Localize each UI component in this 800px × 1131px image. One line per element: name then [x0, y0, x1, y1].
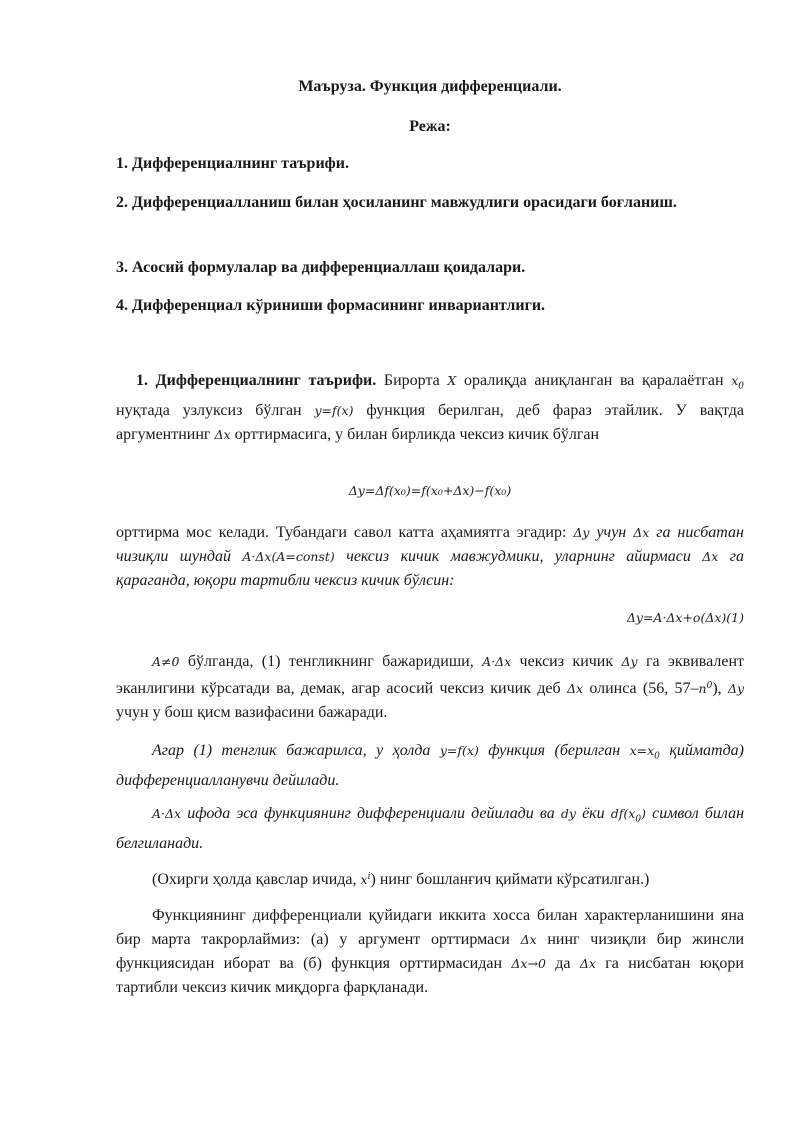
paragraph-properties: Функциянинг дифференциали қуйидаги иккита хосса билан характерланишини яна бир марта такрорлаймиз: (а) у аргумент орттирмаси Δx нинг чизиқли бир жинсли функциясидан иборат ва (б) функция орттирмасидан Δx→0 да Δx га нисбатан юқори тартибли чексиз кичик миқдорга фарқланади. — [116, 907, 745, 996]
text: нуқтада узлуксиз бўлган — [116, 401, 315, 419]
plan-item-4: 4. Дифференциал кўриниши формасининг инвариантлиги. — [116, 297, 546, 314]
plan-item-2: 2. Дифференциалланиш билан ҳосиланинг мавжудлиги орасидаги боғланиш. — [116, 194, 677, 211]
paragraph-equivalence: A≠0 бўлганда, (1) тенгликнинг бажаридиши, A·Δx чексиз кичик Δy га эквивалент эканлигини кўрсатади ва, демак, агар асосий чексиз кичик деб Δx олинса (56, $57-n^0$), Δy учун у бош қисм вазифасини бажаради. — [116, 653, 745, 722]
math-function: y=f(x) — [314, 402, 354, 418]
paragraph-note: (Охирги ҳолда қавслар ичида, $x^i$) нинг бошланғич қиймати кўрсатилган.) — [152, 871, 650, 889]
formula-1: Δy=A·Δx+o(Δx)(1) — [626, 610, 744, 625]
math-x0: $x_0$ — [731, 373, 745, 392]
plan-item-1: 1. Дифференциалнинг таърифи. — [116, 155, 349, 172]
text: оралиқда аниқланган ва қаралаётган — [456, 372, 732, 389]
paragraph-differential-def: A·Δx ифода эса функциянинг дифференциали дейилади ва dy ёки $df(x_0)$ символ билан белгиланади. — [116, 805, 745, 852]
paragraph-definition — [116, 369, 744, 447]
text: Бирорта — [376, 372, 448, 389]
document-title: Маъруза. Функция дифференциали. — [298, 78, 562, 95]
text: орттирма мос келади. Тубандаги савол катта аҳамиятга эгадир: — [116, 524, 574, 541]
text: функция берилган, деб фараз этайлик. У вақтда аргументнинг — [116, 401, 744, 443]
math-delta-x: Δx — [214, 426, 231, 442]
text: орттирмасига, у билан бирликда чексиз кичик бўлган — [230, 425, 600, 443]
formula-increment: Δy=Δf(x₀)=f(x₀+Δx)−f(x₀) — [348, 483, 512, 498]
paragraph-differentiable: Агар (1) тенглик бажарилса, у ҳолда y=f(x) функция (берилган $x=x_0$ қийматда) дифференциалланувчи дейилади. — [116, 742, 745, 789]
plan-heading: Режа: — [409, 118, 451, 135]
math-var: X — [447, 373, 457, 388]
paragraph-question: орттирма мос келади. Тубандаги савол катта аҳамиятга эгадир: Δy учун Δx га нисбатан чизиқли шундай A·Δx(A=const) чексиз кичик мавжудмики, уларнинг айирмаси Δx га қараганда, юқори тартибли чексиз кичик бўлсин: — [116, 524, 744, 589]
section-heading: 1. Дифференциалнинг таърифи. — [136, 372, 377, 389]
plan-item-3: 3. Асосий формулалар ва дифференциаллаш қоидалари. — [116, 259, 526, 276]
